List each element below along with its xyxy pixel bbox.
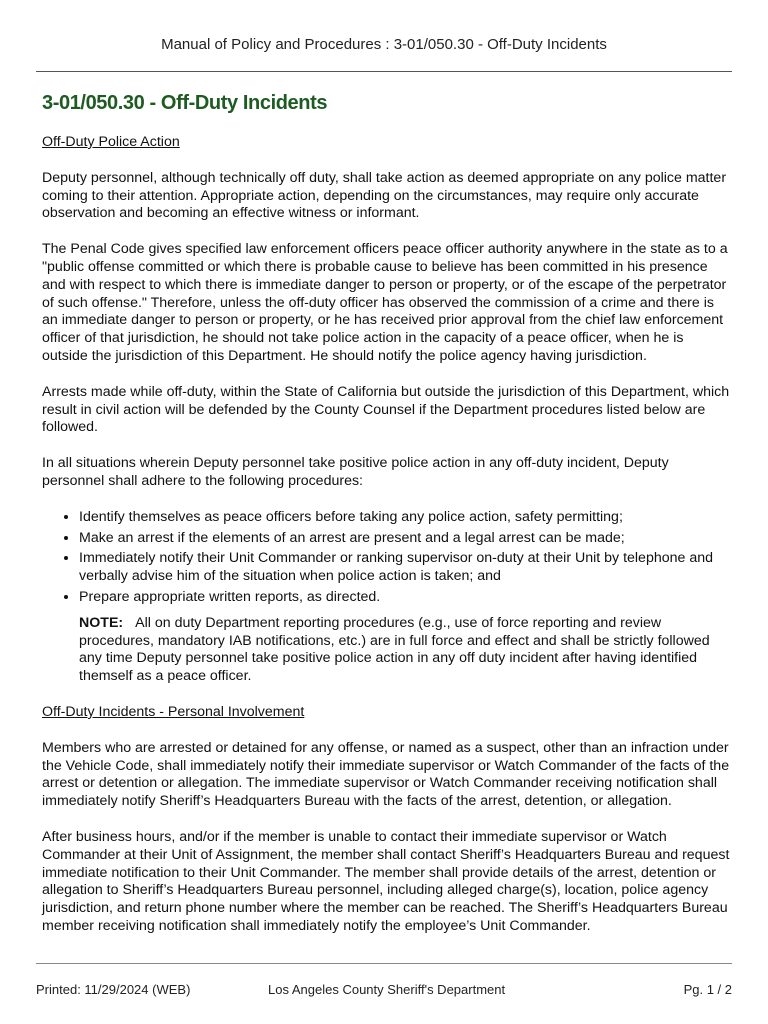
paragraph: Members who are arrested or detained for any offense, or named as a suspect, other than an infraction under the Vehicle Code, shall immediately notify their immediate supervisor or Watch Commander of the facts of the arrest or detention or allegation. The immediate supervisor or Watch Commander receiving notification shall immediately notify Sheriff’s Headquarters Bureau with the facts of the arrest, detention, or allegation. [42,739,730,810]
paragraph: After business hours, and/or if the member is unable to contact their immediate supervisor or Watch Commander at their Unit of Assignment, the member shall contact Sheriff’s Headquarters Bureau and request immediate notification to their Unit Commander. The member shall provide details of the arrest, detention or allegation to Sheriff’s Headquarters Bureau personnel, including alleged charge(s), location, police agency jurisdiction, and return phone number where the member can be reached. The Sheriff’s Headquarters Bureau member receiving notification shall immediately notify the employee’s Unit Commander. [42,828,730,934]
document-body [42,90,732,954]
printed-date: Printed: 11/29/2024 (WEB) [36,982,191,997]
note-label: NOTE: [79,614,124,631]
list-item: • Prepare appropriate written reports, as directed. [79,589,732,607]
paragraph: Deputy personnel, although technically off duty, shall take action as deemed appropriate on any police matter coming to their attention. Appropriate action, depending on the circumstances, may require only accurate observation and becoming an effective witness or informant. [42,169,727,222]
note-block [79,615,732,686]
header-divider [36,71,732,72]
list-item: • Immediately notify their Unit Commander or ranking supervisor on-duty at their Unit by telephone and verbally advise him of the situation when police action is taken; and [79,550,732,586]
paragraph: Arrests made while off-duty, within the State of California but outside the jurisdiction of this Department, which result in civil action will be defended by the County Counsel if the Department procedures listed below are followed. [42,383,730,436]
procedure-list [42,509,732,607]
document-title: 3-01/050.30 - Off-Duty Incidents [42,92,328,114]
page-header: Manual of Policy and Procedures : 3-01/050.30 - Off-Duty Incidents [161,36,607,53]
footer-divider [36,963,732,964]
note-text: All on duty Department reporting procedures (e.g., use of force reporting and review procedures, mandatory IAB notifications, etc.) are in full force and effect and shall be strictly followed any time Deputy personnel take positive police action in any off duty incident after having identified themself as a peace officer. [79,614,710,685]
paragraph: The Penal Code gives specified law enforcement officers peace officer authority anywhere in the state as to a "public offense committed or which there is probable cause to believe has been committed in his presence and with respect to which there is immediate danger to person or property, or of the escape of the perpetrator of such offense." Therefore, unless the off-duty officer has observed the commission of a crime and there is an immediate danger to person or property, or he has received prior approval from the chief law enforcement officer of that jurisdiction, he should not take police action in the capacity of a peace officer, when he is outside the jurisdiction of this Department. He should notify the police agency having jurisdiction. [42,241,728,364]
section-heading-off-duty-police-action: Off-Duty Police Action [42,134,180,150]
page-number: Pg. 1 / 2 [683,982,732,997]
department-name: Los Angeles County Sheriff's Department [268,982,506,997]
section-heading-personal-involvement: Off-Duty Incidents - Personal Involvement [42,703,305,720]
paragraph: In all situations wherein Deputy personnel take positive police action in any off-duty incident, Deputy personnel shall adhere to the following procedures: [42,455,669,489]
list-item: • Make an arrest if the elements of an arrest are present and a legal arrest can be made; [79,530,732,548]
list-item: • Identify themselves as peace officers before taking any police action, safety permitting; [79,509,732,527]
